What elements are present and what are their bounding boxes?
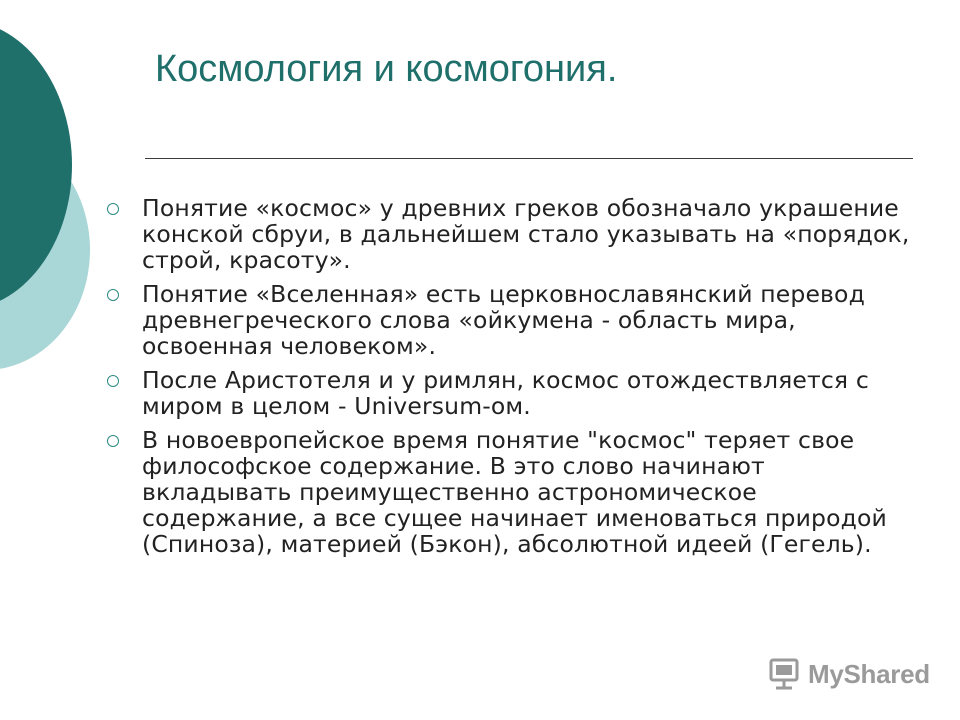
watermark-text: MyShared [808, 658, 930, 689]
title-divider [145, 158, 913, 159]
bullet-text: В новоевропейское время понятие "космос" теряет свое философское содержание. В это слово начинают вкладывать преимущественно астрономическое содержание, а все сущее начинает именоваться природой (Спиноза), материей (Бэкон), абсолютной идеей (Гегель). [142, 426, 887, 558]
bullet-list [100, 195, 920, 565]
bullet-item [100, 367, 920, 419]
myshared-logo-icon [766, 657, 802, 691]
watermark [766, 656, 930, 692]
bullet-text: После Аристотеля и у римлян, космос отождествляется с миром в целом - Universum-ом. [142, 366, 869, 420]
slide-title: Космология и космогония. [155, 48, 618, 90]
circle-bullet-icon [107, 375, 119, 387]
circle-bullet-icon [107, 435, 119, 447]
bullet-text: Понятие «Вселенная» есть церковнославянский перевод древнегреческого слова «ойкумена - область мира, освоенная человеком». [142, 280, 865, 360]
circle-bullet-icon [107, 203, 119, 215]
bullet-item [100, 195, 920, 273]
bullet-item [100, 427, 920, 557]
bullet-item [100, 281, 920, 359]
bullet-text: Понятие «космос» у древних греков обозначало украшение конской сбруи, в дальнейшем стало указывать на «порядок, строй, красоту». [142, 194, 910, 274]
circle-bullet-icon [107, 289, 119, 301]
